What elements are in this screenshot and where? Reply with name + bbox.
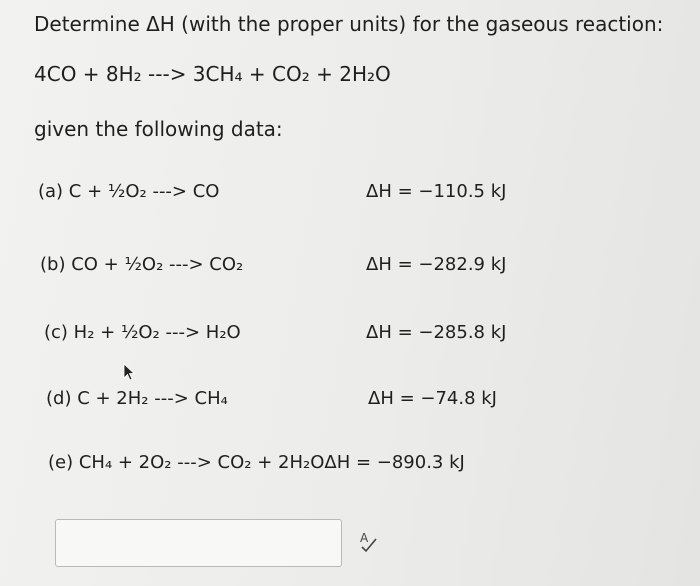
reaction-b-enthalpy: ΔH = −282.9 kJ	[366, 254, 507, 275]
reaction-c: (c) H₂ + ½O₂ ---> H₂O	[44, 322, 241, 343]
question-title: Determine ΔH (with the proper units) for the gaseous reaction:	[34, 12, 664, 36]
reaction-a-enthalpy: ΔH = −110.5 kJ	[366, 181, 507, 202]
reaction-a: (a) C + ½O₂ ---> CO	[38, 181, 220, 202]
overall-reaction: 4CO + 8H₂ ---> 3CH₄ + CO₂ + 2H₂O	[34, 62, 391, 86]
reaction-d-enthalpy: ΔH = −74.8 kJ	[368, 388, 497, 409]
spell-check-icon[interactable]	[356, 529, 382, 555]
answer-input[interactable]	[55, 519, 342, 567]
reaction-b: (b) CO + ½O₂ ---> CO₂	[40, 254, 244, 275]
reaction-e: (e) CH₄ + 2O₂ ---> CO₂ + 2H₂OΔH = −890.3 kJ	[48, 452, 465, 473]
reaction-d: (d) C + 2H₂ ---> CH₄	[46, 388, 228, 409]
reaction-c-enthalpy: ΔH = −285.8 kJ	[366, 322, 507, 343]
mouse-pointer-icon	[123, 363, 135, 381]
given-data-label: given the following data:	[34, 117, 283, 141]
svg-text:A: A	[360, 531, 369, 545]
